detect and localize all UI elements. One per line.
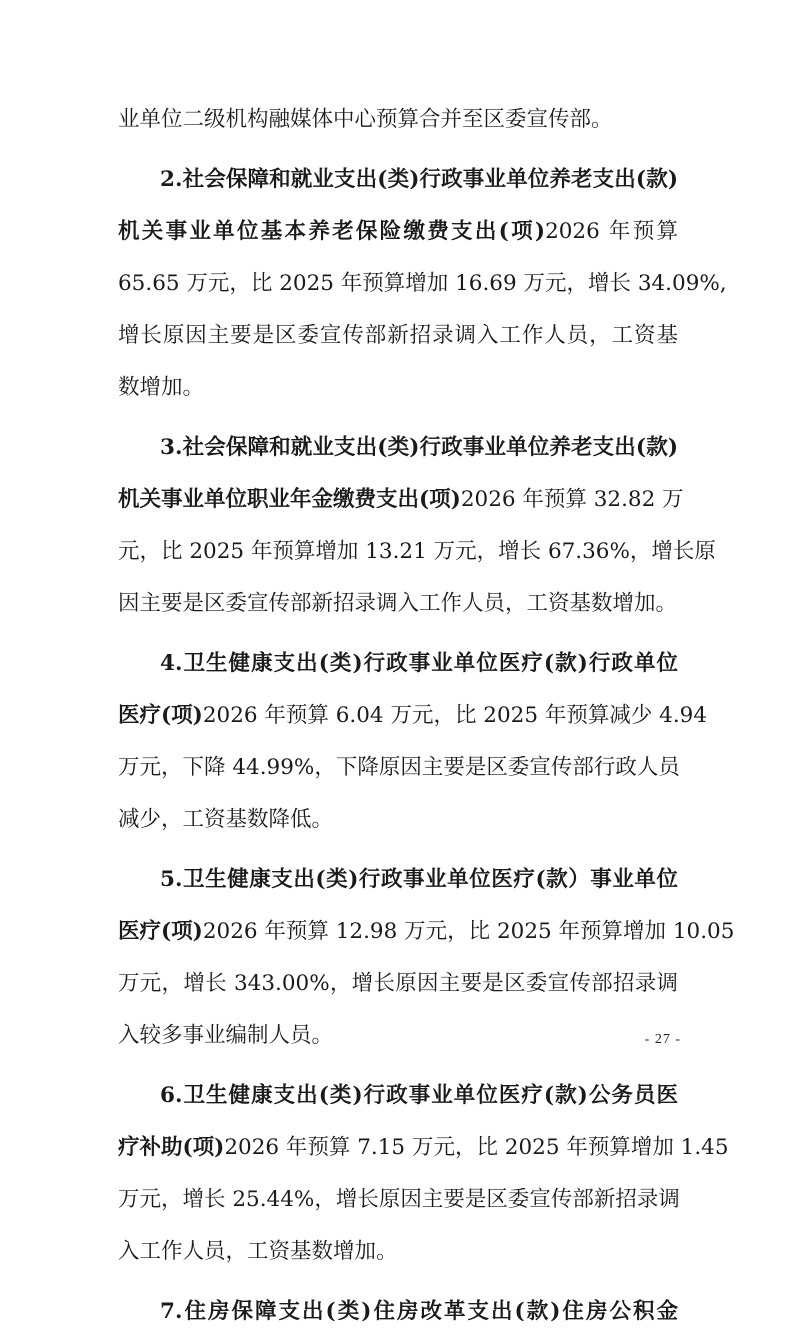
text-line — [118, 578, 678, 630]
text-line — [118, 690, 708, 742]
text-line — [118, 906, 735, 958]
body-text-segment: 2026 年预算 6.04 万元，比 2025 年预算减少 4.94 — [202, 703, 708, 728]
paragraph-gap — [118, 1062, 678, 1070]
paragraph — [118, 854, 735, 1062]
text-line — [118, 1010, 678, 1062]
bold-heading-text: 机关事业单位职业年金缴费支出(项) — [118, 487, 461, 512]
text-line — [118, 258, 727, 310]
body-text-segment: 业单位二级机构融媒体中心预算合并至区委宣传部。 — [118, 107, 613, 132]
text-line — [118, 638, 678, 690]
text-line — [118, 1122, 729, 1174]
body-text-segment: 入较多事业编制人员。 — [118, 1023, 334, 1048]
body-text-segment: 万元，下降 44.99%，下降原因主要是区委宣传部行政人员 — [118, 755, 680, 780]
bold-heading-text: 医疗(项) — [118, 703, 203, 728]
body-text-segment: 增长原因主要是区委宣传部新招录调入工作人员，工资基 — [118, 323, 678, 348]
paragraph-gap — [118, 1278, 678, 1286]
text-line — [118, 422, 678, 474]
text-line — [118, 1070, 678, 1122]
text-line — [118, 1174, 678, 1226]
text-line — [118, 310, 678, 362]
bold-heading-text: 机关事业单位基本养老保险缴费支出(项) — [118, 219, 546, 244]
body-text-segment: 万元，增长 343.00%，增长原因主要是区委宣传部招录调 — [118, 971, 678, 996]
text-line — [118, 794, 678, 846]
body-text-segment: 入工作人员，工资基数增加。 — [118, 1239, 398, 1264]
body-text-segment: 数增加。 — [118, 375, 205, 400]
body-text-segment: 元，比 2025 年预算增加 13.21 万元，增长 67.36%，增长原 — [118, 539, 716, 564]
text-line — [118, 474, 684, 526]
text-line — [118, 854, 678, 906]
paragraph-gap — [118, 146, 678, 154]
paragraph-gap — [118, 846, 678, 854]
paragraph — [118, 154, 727, 414]
paragraph — [118, 94, 678, 146]
bold-heading-text: 4.卫生健康支出(类)行政事业单位医疗(款)行政单位 — [160, 651, 678, 676]
paragraph — [118, 422, 716, 630]
bold-heading-text: 医疗(项) — [118, 919, 203, 944]
paragraph-gap — [118, 630, 678, 638]
paragraph-gap — [118, 414, 678, 422]
paragraph — [118, 1070, 729, 1278]
bold-heading-text: 7.住房保障支出(类)住房改革支出(款)住房公积金 — [160, 1299, 678, 1324]
body-text-segment: 减少，工资基数降低。 — [118, 807, 334, 832]
text-line — [118, 958, 678, 1010]
text-line — [118, 206, 678, 258]
body-text-segment: 2026 年预算 — [545, 219, 678, 244]
paragraph — [118, 638, 708, 846]
body-text — [118, 94, 735, 1338]
bold-heading-text: 5.卫生健康支出(类)行政事业单位医疗(款）事业单位 — [160, 867, 678, 892]
text-line — [118, 526, 716, 578]
body-text-segment: 2026 年预算 7.15 万元，比 2025 年预算增加 1.45 — [224, 1135, 729, 1160]
bold-heading-text: 2.社会保障和就业支出(类)行政事业单位养老支出(款) — [160, 167, 678, 192]
body-text-segment: 65.65 万元，比 2025 年预算增加 16.69 万元，增长 34.09%, — [118, 271, 727, 296]
bold-heading-text: 3.社会保障和就业支出(类)行政事业单位养老支出(款) — [160, 435, 678, 460]
text-line — [118, 742, 678, 794]
body-text-segment: 因主要是区委宣传部新招录调入工作人员，工资基数增加。 — [118, 591, 678, 616]
text-line — [118, 362, 678, 414]
paragraph — [118, 1286, 678, 1338]
body-text-segment: 2026 年预算 12.98 万元，比 2025 年预算增加 10.05 — [202, 919, 735, 944]
bold-heading-text: 疗补助(项) — [118, 1135, 225, 1160]
bold-heading-text: 6.卫生健康支出(类)行政事业单位医疗(款)公务员医 — [160, 1083, 678, 1108]
text-line — [118, 154, 678, 206]
page-number: - 27 - — [644, 1032, 681, 1047]
body-text-segment: 2026 年预算 32.82 万 — [460, 487, 684, 512]
text-line — [118, 1226, 678, 1278]
body-text-segment: 万元，增长 25.44%，增长原因主要是区委宣传部新招录调 — [118, 1187, 680, 1212]
text-line — [118, 94, 678, 146]
text-line — [118, 1286, 678, 1338]
